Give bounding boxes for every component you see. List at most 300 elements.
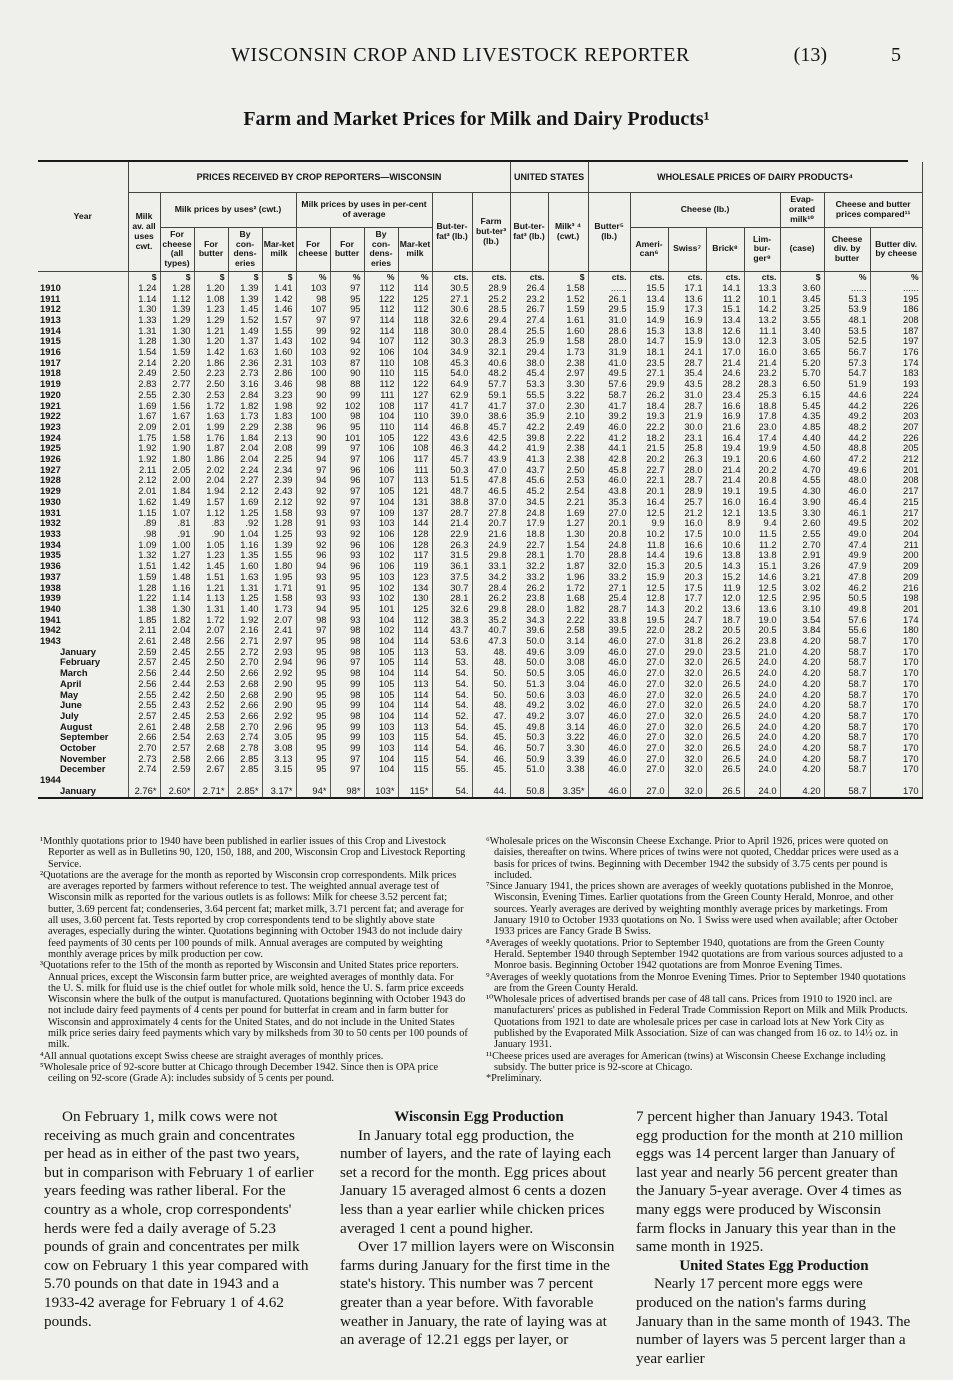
year-cell: 1914 [38,326,128,337]
value-cell: 27.0 [630,690,668,701]
year-cell: 1918 [38,368,128,379]
table-row [38,561,922,572]
year-cell: 1943 [38,636,128,647]
value-cell: 2.09 [128,422,160,433]
value-cell: 114 [398,283,432,294]
value-cell: 15.3 [630,561,668,572]
value-cell: 170 [870,754,922,765]
value-cell: 43.5 [668,379,706,390]
value-cell: 22.2 [630,422,668,433]
value-cell: 102 [364,583,398,594]
value-cell: 100 [296,411,330,422]
value-cell: 111 [364,390,398,401]
value-cell: 43.9 [472,454,510,465]
value-cell: 23.1 [668,433,706,444]
value-cell: 47. [472,711,510,722]
value-cell: 41.9 [510,443,548,454]
value-cell: 26.5 [706,764,744,775]
value-cell: 20.8 [744,475,780,486]
value-cell: 97 [296,315,330,326]
table-row [38,401,922,412]
value-cell: 49.2 [510,700,548,711]
value-cell: 58.7 [824,743,870,754]
value-cell: 127 [398,390,432,401]
unit-cell: $ [780,272,824,283]
value-cell: 25.3 [744,390,780,401]
value-cell: 94 [296,604,330,615]
value-cell: 2.12 [128,475,160,486]
value-cell: 2.22 [548,433,588,444]
value-cell: 32.0 [668,786,706,798]
year-cell: May [38,690,128,701]
value-cell: 95 [330,294,364,305]
value-cell: 1.23 [194,304,228,315]
value-cell: 2.56 [194,636,228,647]
year-cell: January [38,647,128,658]
value-cell: 27.0 [630,786,668,798]
value-cell: 49.2 [824,411,870,422]
value-cell: 20.6 [744,454,780,465]
value-cell: 144 [398,518,432,529]
value-cell: 52.5 [824,336,870,347]
year-cell: 1936 [38,561,128,572]
swiss-cheese-header: Swiss⁷ [668,227,706,272]
value-cell: 55. [432,764,472,775]
value-cell: 98 [296,615,330,626]
value-cell [870,775,922,786]
value-cell: 27.0 [630,743,668,754]
value-cell: 1.23 [194,550,228,561]
value-cell: 13.4 [706,315,744,326]
value-cell: 44.1 [588,443,630,454]
value-cell: 97 [296,465,330,476]
value-cell: 53. [432,647,472,658]
value-cell: 28.9 [668,486,706,497]
value-cell: 1.42 [160,561,194,572]
value-cell: 26.3 [668,454,706,465]
value-cell: 105 [364,486,398,497]
value-cell: 22.7 [630,465,668,476]
value-cell: 4.20 [780,700,824,711]
value-cell: 1.39 [160,304,194,315]
value-cell: 106 [364,529,398,540]
value-cell: 93 [296,572,330,583]
value-cell: 3.05 [262,732,296,743]
value-cell: 45.3 [432,358,472,369]
value-cell: 103 [364,518,398,529]
year-cell: 1935 [38,550,128,561]
value-cell: 58.7 [824,722,870,733]
table-row [38,540,922,551]
table-row [38,764,922,775]
value-cell: 13.2 [744,315,780,326]
value-cell: 104 [398,347,432,358]
value-cell: 97 [296,625,330,636]
value-cell: 104 [364,636,398,647]
value-cell: 97 [330,497,364,508]
brick-cheese-header: Brick⁸ [706,227,744,272]
value-cell: 1.67 [128,411,160,422]
value-cell: 57.6 [824,615,870,626]
value-cell: 22.1 [630,475,668,486]
value-cell: 1.87 [548,561,588,572]
value-cell: 170 [870,732,922,743]
pct-condenseries-header: By con-dens-eries [364,227,398,272]
value-cell: 2.55 [128,690,160,701]
unit-cell: $ [128,272,160,283]
value-cell: 2.66 [194,754,228,765]
value-cell: 2.50 [194,668,228,679]
value-cell [510,775,548,786]
value-cell: 3.40 [780,326,824,337]
value-cell: 226 [870,401,922,412]
value-cell: 183 [870,368,922,379]
value-cell: 2.53 [548,475,588,486]
value-cell: 34.5 [510,497,548,508]
value-cell: 37.5 [432,572,472,583]
value-cell: 4.20 [780,679,824,690]
value-cell: 1.58 [262,508,296,519]
table-row [38,508,922,519]
value-cell: 1.08 [194,294,228,305]
value-cell: 2.57 [128,657,160,668]
value-cell: 39.6 [510,625,548,636]
value-cell: 95 [330,304,364,315]
value-cell: 1.72 [548,583,588,594]
value-cell: 4.50 [780,443,824,454]
value-cell: 35.2 [472,615,510,626]
value-cell: 17.8 [744,411,780,422]
value-cell: 1.86 [194,454,228,465]
value-cell: 2.54 [160,732,194,743]
value-cell: 32.0 [668,668,706,679]
value-cell: 95 [296,711,330,722]
value-cell: 1.20 [194,283,228,294]
value-cell: 1.92 [128,443,160,454]
value-cell: 95 [296,647,330,658]
value-cell: 3.13 [262,754,296,765]
value-cell: 170 [870,636,922,647]
value-cell: 1.59 [160,347,194,358]
table-row [38,754,922,765]
value-cell: 1.30 [548,529,588,540]
value-cell: 103 [296,347,330,358]
value-cell: 50.5 [824,593,870,604]
value-cell: 25.8 [668,443,706,454]
value-cell: 16.0 [668,518,706,529]
value-cell: 13.8 [744,550,780,561]
year-cell: 1912 [38,304,128,315]
value-cell: .81 [160,518,194,529]
value-cell: 45.2 [510,486,548,497]
footnote: ¹¹Cheese prices used are averages for American (twins) at Wisconsin Cheese Exchange including subsidy. The butter price is 92-score at Chicago. [486,1050,886,1073]
year-cell: 1911 [38,294,128,305]
value-cell: 13.6 [668,294,706,305]
value-cell: 50.8 [510,786,548,798]
value-cell: 46.0 [588,668,630,679]
value-cell: 34.2 [472,572,510,583]
value-cell: 24.0 [744,764,780,775]
value-cell: 13.6 [706,604,744,615]
value-cell: 32.0 [668,764,706,775]
value-cell: 10.1 [744,294,780,305]
value-cell: 11.1 [744,326,780,337]
value-cell: 1.45 [228,304,262,315]
value-cell: 1.13 [194,593,228,604]
page-number: 5 [891,44,901,66]
value-cell: 97 [330,486,364,497]
value-cell: 4.20 [780,668,824,679]
value-cell: 13.5 [744,508,780,519]
value-cell: 104 [364,700,398,711]
value-cell: 26.2 [706,636,744,647]
value-cell: 54. [432,690,472,701]
value-cell: 174 [870,358,922,369]
value-cell: .92 [228,518,262,529]
value-cell: 11.5 [744,529,780,540]
article-milk-cows-text: On February 1, milk cows were not receiving as much grain and concentrates per head as in either of the past two years, but in comparison with February 1 of earlier years feeding was rather liberal. For the country as a whole, crop correspondents' herds were fed a daily average of 5.23 pounds of grain and concentrates per milk cow on February 1 this year compared with 5.70 pounds on that date in 1943 and a 1933-42 average for February 1 of 4.62 pounds. [44,1108,314,1330]
value-cell: 45.6 [510,475,548,486]
value-cell: 209 [870,561,922,572]
value-cell: 112 [364,283,398,294]
value-cell: 32.0 [668,679,706,690]
value-cell: 102 [364,593,398,604]
value-cell: 58.7 [824,754,870,765]
unit-cell: cts. [510,272,548,283]
value-cell: 110 [364,358,398,369]
value-cell: 92 [330,347,364,358]
value-cell [296,775,330,786]
value-cell: 1.92 [128,454,160,465]
value-cell: 21.5 [630,443,668,454]
value-cell: 99 [330,743,364,754]
table-row [38,454,922,465]
unit-cell: % [870,272,922,283]
value-cell: 43.7 [510,465,548,476]
value-cell: 46.5 [472,486,510,497]
value-cell: 217 [870,508,922,519]
value-cell: 104 [364,711,398,722]
value-cell: 9.9 [630,518,668,529]
value-cell: 1.16 [160,583,194,594]
value-cell: 2.31 [262,358,296,369]
value-cell: 94 [296,454,330,465]
value-cell: 2.74 [228,732,262,743]
value-cell: 28.1 [432,593,472,604]
value-cell: 58.7 [824,711,870,722]
value-cell: 2.68 [228,690,262,701]
value-cell: 200 [870,550,922,561]
wisconsin-egg-paragraph-1: In January total egg production, the number of layers, and the rate of laying each set a record for the month. Egg prices about January 15 averaged almost 6 cents a dozen less than a year earlier while chicken prices averaged 1 cent a pound higher. [340,1126,612,1237]
value-cell: 103 [296,283,330,294]
footnote: ⁷Since January 1941, the prices shown are averages of weekly quotations published in the Monroe, Wisconsin, Evening Times. Earlier quotations from the Green County Herald, Monroe, and other sources. Yearly averages are derived by weighting monthly average prices by marketings. From January 1910 to October 1933 quotations on No. 1 Swiss were used when available; after October 1933 prices are Fancy Grade B Swiss. [486,881,898,938]
year-cell: 1927 [38,465,128,476]
value-cell: 26.5 [706,743,744,754]
value-cell: 3.03 [548,690,588,701]
value-cell: 29.5 [588,304,630,315]
value-cell: 9.4 [744,518,780,529]
value-cell: 20.2 [630,454,668,465]
value-cell: 28.7 [588,604,630,615]
value-cell: 46.0 [588,722,630,733]
value-cell: 12.5 [630,508,668,519]
value-cell: 27.1 [432,294,472,305]
value-cell: 15.3 [630,326,668,337]
value-cell: 26.2 [472,593,510,604]
value-cell: 95 [296,679,330,690]
value-cell: 92 [296,401,330,412]
value-cell: 19.5 [744,486,780,497]
value-cell: 95 [296,690,330,701]
table-row [38,679,922,690]
value-cell: 48.2 [824,422,870,433]
value-cell: 55.5 [510,390,548,401]
value-cell: 1.25 [228,508,262,519]
value-cell: 2.70 [228,657,262,668]
value-cell: 16.0 [706,497,744,508]
value-cell: 96 [296,657,330,668]
value-cell: .89 [128,518,160,529]
value-cell: 4.20 [780,764,824,775]
value-cell: 28.2 [668,625,706,636]
value-cell: 204 [870,529,922,540]
value-cell: 1.05 [194,540,228,551]
table-row [38,465,922,476]
year-cell: 1921 [38,401,128,412]
value-cell: 103 [364,743,398,754]
value-cell: 1.73 [262,604,296,615]
value-cell: 1.72 [194,401,228,412]
table-row [38,315,922,326]
value-cell: 23.2 [744,368,780,379]
value-cell: 1.54 [548,540,588,551]
value-cell: 208 [870,475,922,486]
cheese-butter-compared-header: Cheese and butter prices compared¹¹ [824,193,922,228]
value-cell: 29.0 [668,647,706,658]
value-cell: 110 [364,422,398,433]
value-cell: 26.3 [432,540,472,551]
value-cell: 46.0 [588,475,630,486]
value-cell: 2.58 [548,625,588,636]
value-cell: 58.7 [588,390,630,401]
value-cell: 21.4 [706,465,744,476]
value-cell: 32.0 [668,700,706,711]
value-cell: 44. [472,786,510,798]
value-cell: 28.0 [668,465,706,476]
value-cell: 56.7 [824,347,870,358]
value-cell: 25.2 [472,294,510,305]
value-cell: 95 [296,764,330,775]
value-cell: 15.9 [668,336,706,347]
value-cell: 3.08 [548,657,588,668]
value-cell: 3.23 [262,390,296,401]
value-cell: 3.30 [548,379,588,390]
value-cell: 98 [330,668,364,679]
value-cell [128,775,160,786]
value-cell: 4.35 [780,411,824,422]
value-cell: 92 [330,326,364,337]
value-cell: 3.05 [548,668,588,679]
value-cell: 46.0 [588,636,630,647]
table-row [38,722,922,733]
value-cell: 5.20 [780,358,824,369]
value-cell: 62.9 [432,390,472,401]
value-cell: 2.85 [228,754,262,765]
table-row [38,411,922,422]
value-cell: 3.22 [548,390,588,401]
value-cell: 13.6 [744,604,780,615]
value-cell: 2.93 [262,647,296,658]
value-cell: 1.30 [128,304,160,315]
value-cell: 2.83 [128,379,160,390]
value-cell [630,775,668,786]
value-cell: 176 [870,347,922,358]
evaporated-milk-header: Evap-orated milk¹⁰ [780,193,824,228]
milk-average-header: Milk av. all uses cwt. [128,193,160,272]
value-cell: 1.51 [128,561,160,572]
value-cell: 2.58 [160,754,194,765]
value-cell: 1.21 [194,583,228,594]
value-cell: 38.3 [432,615,472,626]
value-cell: 3.84 [780,625,824,636]
value-cell: 1.61 [548,315,588,326]
value-cell: 16.4 [630,497,668,508]
value-cell: 45. [472,732,510,743]
table-row [38,379,922,390]
value-cell [824,775,870,786]
value-cell: 1.56 [160,401,194,412]
value-cell: 14.6 [744,572,780,583]
value-cell: 26.5 [706,668,744,679]
value-cell: 98 [330,411,364,422]
value-cell: 3.14 [548,636,588,647]
value-cell: 30.6 [432,304,472,315]
value-cell: 1.00 [160,540,194,551]
value-cell: 45. [472,764,510,775]
unit-cell: % [824,272,870,283]
value-cell: 2.59 [160,764,194,775]
value-cell: 3.45 [780,294,824,305]
milk-by-uses-header: Milk prices by uses² (cwt.) [160,193,296,228]
value-cell: 170 [870,786,922,798]
unit-cell: % [398,272,432,283]
value-cell: 28.3 [744,379,780,390]
value-cell: 95 [296,668,330,679]
value-cell: 2.58 [194,722,228,733]
value-cell: 95 [296,732,330,743]
value-cell: 193 [870,379,922,390]
market-milk-header: Mar-ket milk [262,227,296,272]
value-cell: 16.4 [744,497,780,508]
value-cell: 11.2 [744,540,780,551]
value-cell: 58.7 [824,732,870,743]
value-cell: 98 [330,690,364,701]
value-cell: 58.7 [824,700,870,711]
table-row [38,294,922,305]
value-cell: 17.7 [668,593,706,604]
value-cell: 1.25 [228,593,262,604]
value-cell: 24.0 [744,679,780,690]
value-cell: 112 [364,379,398,390]
value-cell: 24.0 [744,754,780,765]
value-cell: 53.9 [824,304,870,315]
value-cell: 95 [296,636,330,647]
value-cell: 18.4 [630,401,668,412]
value-cell: 54.7 [824,368,870,379]
value-cell: ...... [588,283,630,294]
value-cell: 21.4 [744,358,780,369]
value-cell: 15.1 [706,304,744,315]
